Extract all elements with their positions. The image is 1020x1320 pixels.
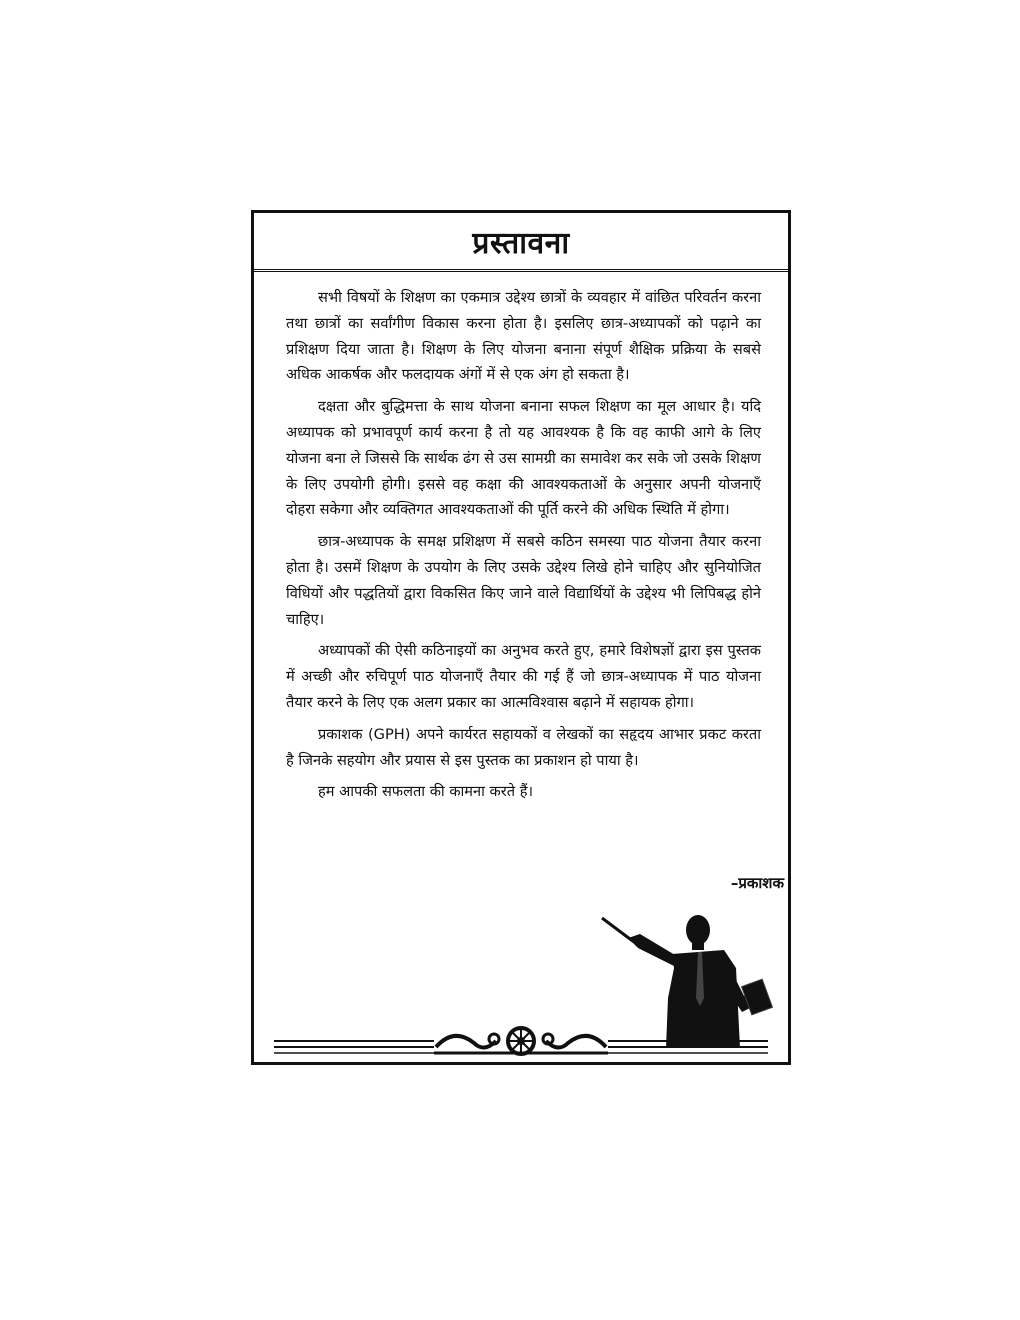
paragraph-4: अध्यापकों की ऐसी कठिनाइयों का अनुभव करते हुए, हमारे विशेषज्ञों द्वारा इस पुस्तक में अच्छी और रुचिपूर्ण पाठ योजनाएँ तैयार की गई हैं जो छात्र-अध्यापक में पाठ योजना तैयार करने के लिए एक अलग प्रकार का आत्मविश्वास बढ़ाने में सहायक होगा। [286, 642, 761, 711]
paragraph-6: हम आपकी सफलता की कामना करते हैं। [318, 783, 533, 801]
preface-frame [251, 210, 791, 1065]
decorative-ornament-icon [274, 1023, 768, 1059]
paragraph-1: सभी विषयों के शिक्षण का एकमात्र उद्देश्य छात्रों के व्यवहार में वांछित परिवर्तन करना तथा छात्रों का सर्वांगीण विकास करना होता है। इसलिए छात्र-अध्यापकों को पढ़ाने का प्रशिक्षण दिया जाता है। शिक्षण के लिए योजना बनाना संपूर्ण शैक्षिक प्रक्रिया के सबसे अधिक आकर्षक और फलदायक अंगों में से एक अंग हो सकता है। [286, 289, 761, 384]
page-title: प्रस्तावना [472, 225, 570, 261]
signature: –प्रकाशक [730, 874, 784, 892]
paragraph-2: दक्षता और बुद्धिमत्ता के साथ योजना बनाना सफल शिक्षण का मूल आधार है। यदि अध्यापक को प्रभावपूर्ण कार्य करना है तो यह आवश्यक है कि वह काफी आगे के लिए योजना बना ले जिससे कि सार्थक ढंग से उस सामग्री का समावेश कर सके जो उसके शिक्षण के लिए उपयोगी होगी। इससे वह कक्षा की आवश्यकताओं के अनुसार अपनी योजनाएँ दोहरा सकेगा और व्यक्तिगत आवश्यकताओं की पूर्ति करने की अधिक स्थिति में होगा। [286, 398, 761, 519]
paragraph-5: प्रकाशक (GPH) अपने कार्यरत सहायकों व लेखकों का सहृदय आभार प्रकट करता है जिनके सहयोग और प्रयास से इस पुस्तक का प्रकाशन हो पाया है। [286, 725, 761, 769]
preface-body [286, 285, 761, 811]
paragraph-3: छात्र-अध्यापक के समक्ष प्रशिक्षण में सबसे कठिन समस्या पाठ योजना तैयार करना होता है। उसमें शिक्षण के उपयोग के लिए उसके उद्देश्य लिखे होने चाहिए और सुनियोजित विधियों और पद्धतियों द्वारा विकसित किए जाने वाले विद्यार्थियों के उद्देश्य भी लिपिबद्ध होने चाहिए। [286, 533, 761, 628]
title-bar [254, 213, 788, 272]
